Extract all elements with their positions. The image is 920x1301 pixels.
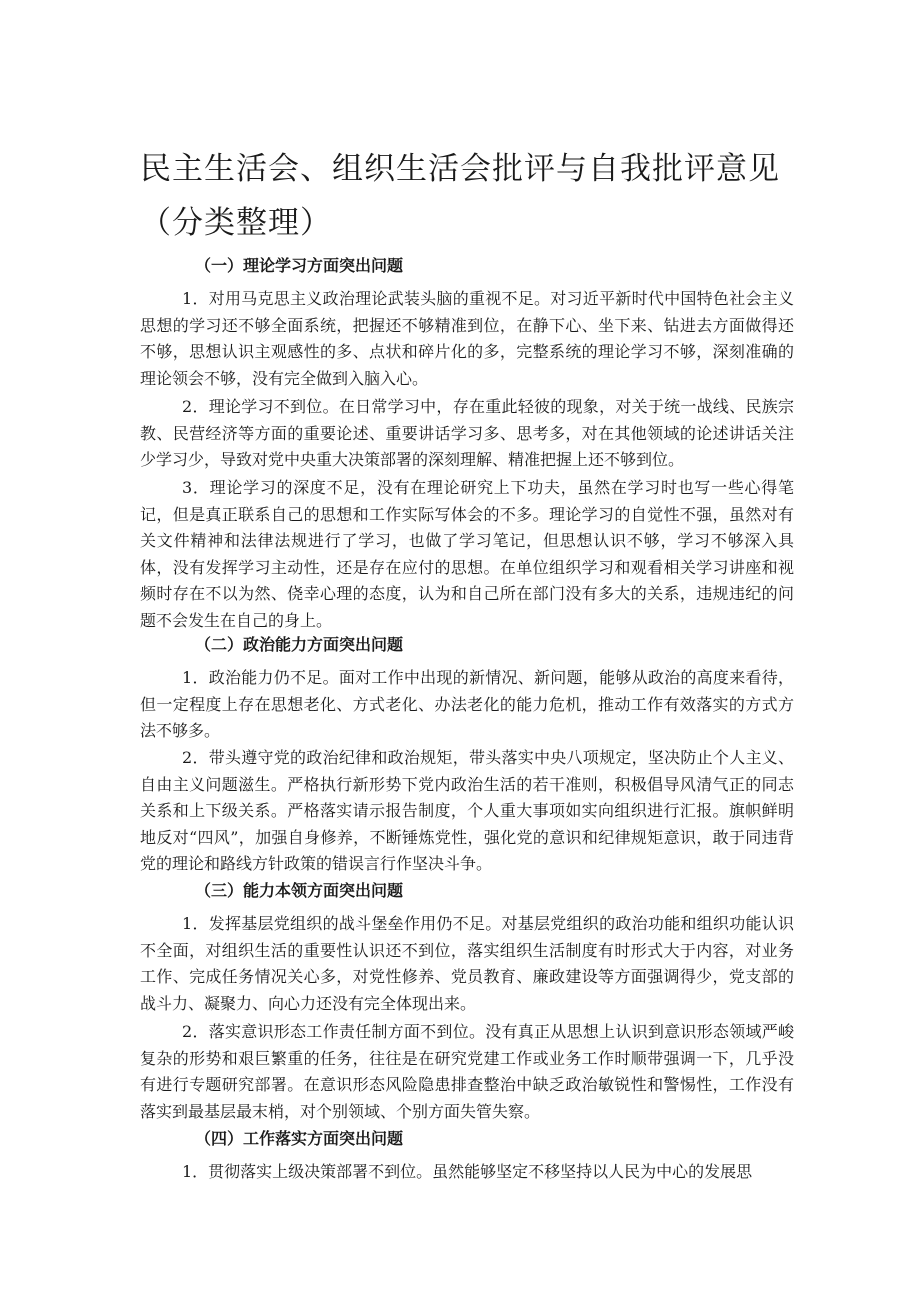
- section-heading-2: （二）政治能力方面突出问题: [195, 635, 404, 654]
- paragraph-1-2: 2．理论学习不到位。在日常学习中，存在重此轻彼的现象，对关于统一战线、民族宗教、民营经济等方面的重要论述、重要讲话学习多、思考多，对在其他领域的论述讲话关注少学习少，导致对党中央重大决策部署的深刻理解、精准把握上还不够到位。: [140, 397, 794, 469]
- paragraph-1-1: 1．对用马克思主义政治理论武装头脑的重视不足。对习近平新时代中国特色社会主义思想的学习还不够全面系统，把握还不够精准到位，在静下心、坐下来、钻进去方面做得还不够，思想认识主观感性的多、点状和碎片化的多，完整系统的理论学习不够，深刻准确的理论领会不够，没有完全做到入脑入心。: [140, 289, 794, 388]
- document-title: 民主生活会、组织生活会批评与自我批评意见（分类整理）: [140, 151, 780, 241]
- section-heading-1: （一）理论学习方面突出问题: [195, 256, 404, 275]
- section-heading-4: （四）工作落实方面突出问题: [195, 1129, 404, 1148]
- paragraph-3-1: 1．发挥基层党组织的战斗堡垒作用仍不足。对基层党组织的政治功能和组织功能认识不全面，对组织生活的重要性认识还不到位，落实组织生活制度有时形式大于内容，对业务工作、完成任务情况关心多，对党性修养、党员教育、廉政建设等方面强调得少，党支部的战斗力、凝聚力、向心力还没有完全体现出来。: [140, 914, 794, 1013]
- paragraph-2-1: 1．政治能力仍不足。面对工作中出现的新情况、新问题，能够从政治的高度来看待，但一定程度上存在思想老化、方式老化、办法老化的能力危机，推动工作有效落实的方式方法不够多。: [140, 668, 794, 740]
- paragraph-3-2: 2．落实意识形态工作责任制方面不到位。没有真正从思想上认识到意识形态领域严峻复杂的形势和艰巨繁重的任务，往往是在研究党建工作或业务工作时顺带强调一下，几乎没有进行专题研究部署。在意识形态风险隐患排查整治中缺乏政治敏锐性和警惕性，工作没有落实到最基层最末梢，对个别领域、个别方面失管失察。: [140, 1022, 794, 1121]
- paragraph-4-1: 1．贯彻落实上级决策部署不到位。虽然能够坚定不移坚持以人民为中心的发展思: [182, 1162, 753, 1181]
- paragraph-1-3: 3．理论学习的深度不足，没有在理论研究上下功夫，虽然在学习时也写一些心得笔记，但是真正联系自己的思想和工作实际写体会的不多。理论学习的自觉性不强，虽然对有关文件精神和法律法规进行了学习，也做了学习笔记，但思想认识不够，学习不够深入具体，没有发挥学习主动性，还是存在应付的思想。在单位组织学习和观看相关学习讲座和视频时存在不以为然、侥幸心理的态度，认为和自己所在部门没有多大的关系，违规违纪的问题不会发生在自己的身上。: [140, 478, 794, 630]
- section-heading-3: （三）能力本领方面突出问题: [195, 881, 404, 900]
- paragraph-2-2: 2．带头遵守党的政治纪律和政治规矩，带头落实中央八项规定，坚决防止个人主义、自由主义问题滋生。严格执行新形势下党内政治生活的若干准则，积极倡导风清气正的同志关系和上下级关系。严格落实请示报告制度，个人重大事项如实向组织进行汇报。旗帜鲜明地反对“四风”，加强自身修养，不断锤炼党性，强化党的意识和纪律规矩意识，敢于同违背党的理论和路线方针政策的错误言行作坚决斗争。: [140, 748, 794, 873]
